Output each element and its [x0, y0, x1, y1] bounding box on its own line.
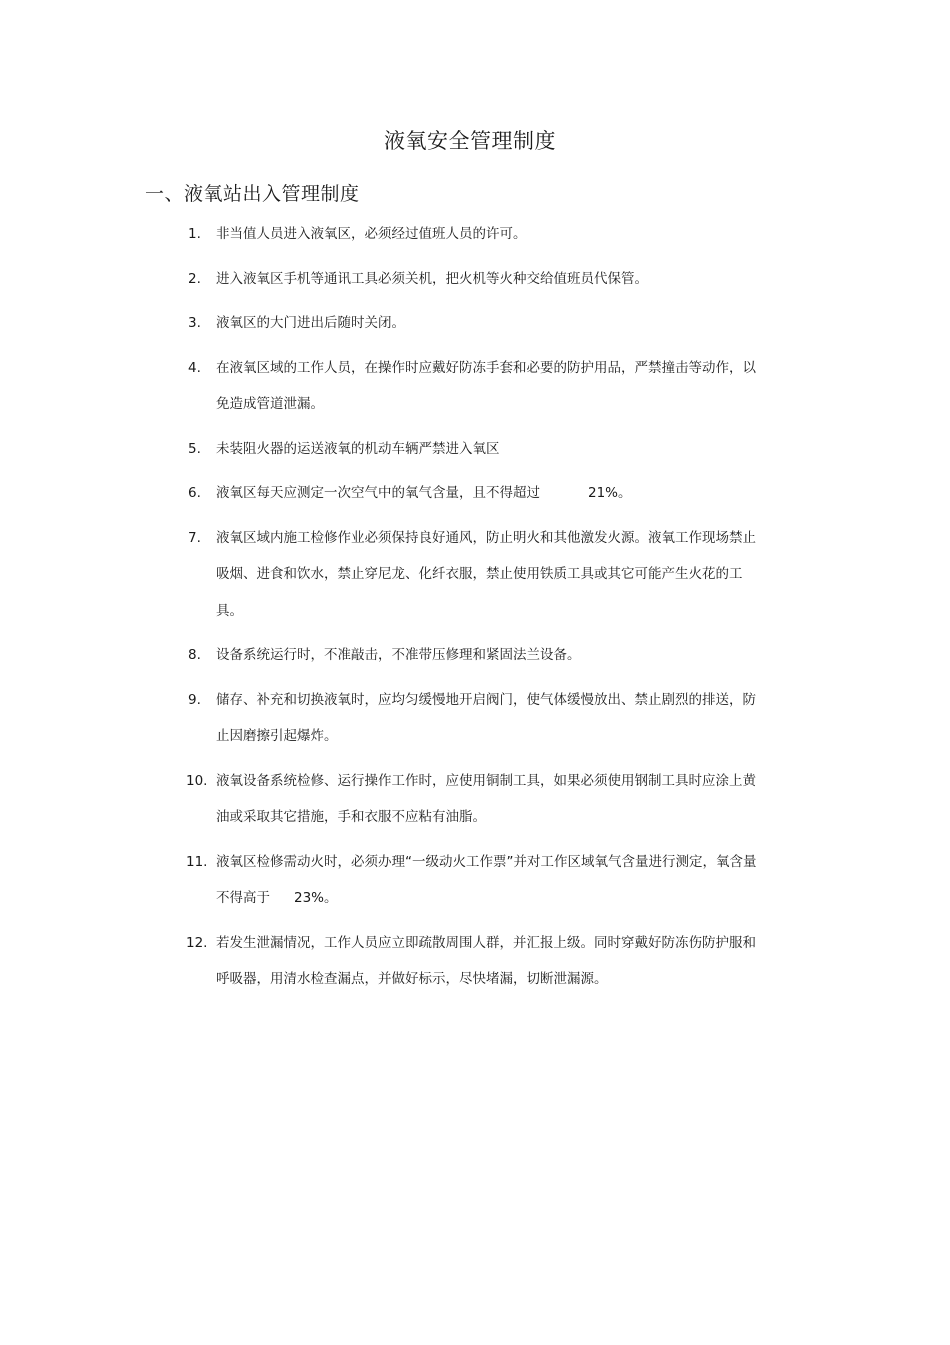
item-number: 7.: [188, 529, 201, 546]
item-number: 12.: [186, 934, 208, 951]
item-number: 10.: [186, 772, 208, 789]
item-number: 1.: [188, 226, 201, 242]
item-text: [216, 844, 760, 917]
item-number: 3.: [188, 315, 201, 331]
item-number: 5.: [188, 440, 201, 457]
item-text: 液氧区域内施工检修作业必须保持良好通风，防止明火和其他激发火源。液氧工作现场禁止吸烟、进食和饮水，禁止穿尼龙、化纤衣服，禁止使用铁质工具或其它可能产生火花的工具。: [216, 529, 756, 619]
list-item: [180, 925, 760, 998]
item-text: 若发生泄漏情况，工作人员应立即疏散周围人群，并汇报上级。同时穿戴好防冻伤防护服和呼吸器，用清水检查漏点，并做好标示，尽快堵漏，切断泄漏源。: [216, 934, 756, 987]
page-title: 液氧安全管理制度: [384, 129, 556, 153]
item-text: 在液氧区域的工作人员，在操作时应戴好防冻手套和必要的防护用品，严禁撞击等动作，以免造成管道泄漏。: [216, 359, 756, 412]
list-item: [180, 475, 760, 512]
section-heading: 一、液氧站出入管理制度: [145, 183, 360, 205]
item-text: 设备系统运行时，不准敲击，不准带压修理和紧固法兰设备。: [216, 647, 581, 663]
item-text: 液氧设备系统检修、运行操作工作时，应使用铜制工具，如果必须使用钢制工具时应涂上黄油或采取其它措施，手和衣服不应粘有油脂。: [216, 772, 756, 825]
list-item: [180, 637, 760, 674]
item-number: 9.: [188, 691, 201, 708]
item-text: 液氧区的大门进出后随时关闭。: [216, 315, 405, 331]
item-text: 进入液氧区手机等通讯工具必须关机，把火机等火种交给值班员代保管。: [216, 270, 648, 287]
list-item: [180, 844, 760, 917]
item-text-main: 液氧区检修需动火时，必须办理“一级动火工作票”并对工作区域氧气含量进行测定，氧含量不得高于: [216, 853, 757, 906]
item-number: 4.: [188, 359, 201, 376]
item-number: 8.: [188, 647, 201, 663]
list-item: [180, 431, 760, 468]
list-item: [180, 682, 760, 755]
item-text-main: 液氧区每天应测定一次空气中的氧气含量，且不得超过: [216, 485, 540, 501]
item-number: 2.: [188, 270, 201, 287]
item-text: 未装阻火器的运送液氧的机动车辆严禁进入氧区: [216, 440, 500, 457]
list-item: [180, 261, 760, 298]
list-item: [180, 216, 760, 253]
list-item: [180, 763, 760, 836]
item-number: 6.: [188, 485, 201, 501]
list-item: [180, 520, 760, 630]
item-text-value: 21%。: [588, 485, 632, 501]
item-text-value: 23%。: [294, 890, 338, 906]
list-item: [180, 305, 760, 342]
item-number: 11.: [186, 853, 208, 870]
list-item: [180, 350, 760, 423]
item-text: [216, 475, 760, 512]
rules-list: [180, 216, 760, 1006]
item-text: 非当值人员进入液氧区，必须经过值班人员的许可。: [216, 226, 527, 242]
item-text: 储存、补充和切换液氧时，应均匀缓慢地开启阀门，使气体缓慢放出、禁止剧烈的排送，防止因磨擦引起爆炸。: [216, 691, 756, 744]
